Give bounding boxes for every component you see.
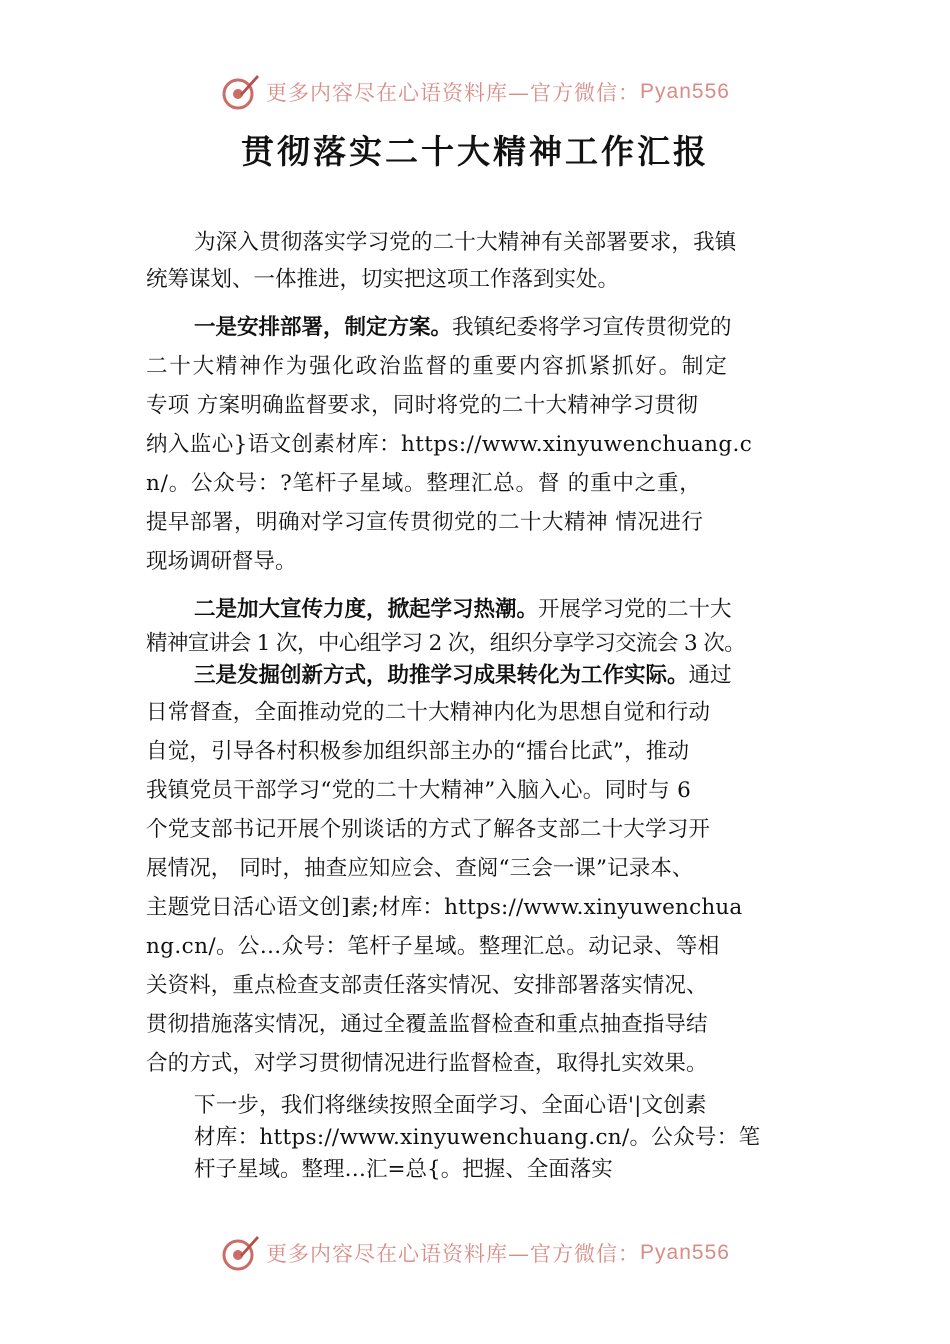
p1-line-2: 二十大精神作为强化政治监督的重要内容抓紧抓好。制定 bbox=[146, 354, 729, 379]
p4-line-1: 下一步，我们将继续按照全面学习、全面心语'|文创素 bbox=[194, 1093, 707, 1118]
p3-heading: 三是发掘创新方式，助推学习成果转化为工作实际。 bbox=[194, 663, 689, 688]
p2-heading: 二是加大宣传力度，掀起学习热潮。 bbox=[194, 597, 539, 622]
watermark-wechat-id: Pyan556 bbox=[640, 80, 730, 103]
p2-line-2: 精神宣讲会 1 次，中心组学习 2 次，组织分享学习交流会 3 次。 bbox=[146, 631, 746, 656]
p1-line-3: 专项 方案明确监督要求，同时将党的二十大精神学习贯彻 bbox=[146, 393, 699, 418]
watermark-banner-top bbox=[0, 72, 950, 112]
p1-first-line bbox=[194, 314, 732, 342]
watermark-banner-bottom bbox=[0, 1233, 950, 1273]
p3-line-5: 个党支部书记开展个别谈话的方式了解各支部二十大学习开 bbox=[146, 817, 711, 842]
p3-line-2: 日常督查，全面推动党的二十大精神内化为思想自觉和行动 bbox=[146, 700, 711, 725]
p1-line-6: 提早部署，明确对学习宣传贯彻党的二十大精神 情况进行 bbox=[146, 510, 704, 535]
p1-line-1: 我镇纪委将学习宣传贯彻党的 bbox=[452, 315, 732, 340]
watermark-text: 更多内容尽在心语资料库—官方微信： bbox=[266, 1242, 641, 1266]
pen-logo-icon bbox=[220, 72, 260, 112]
p3-first-line bbox=[194, 662, 732, 690]
p4-line-3: 杆子星域。整理…汇=总{。把握、全面落实 bbox=[194, 1157, 613, 1182]
watermark-text: 更多内容尽在心语资料库—官方微信： bbox=[266, 81, 641, 105]
p1-line-4: 纳入监心}语文创素材库：https://www.xinyuwenchuang.c bbox=[146, 432, 753, 457]
p3-line-8: ng.cn/。公…众号：笔杆子星域。整理汇总。动记录、等相 bbox=[146, 934, 720, 959]
p3-line-7: 主题党日活心语文创]素;材库：https://www.xinyuwenchua bbox=[146, 895, 743, 920]
p4-line-2: 材库：https://www.xinyuwenchuang.cn/。公众号：笔 bbox=[194, 1125, 761, 1150]
p1-heading: 一是安排部署，制定方案。 bbox=[194, 315, 453, 340]
p1-line-7: 现场调研督导。 bbox=[146, 549, 297, 574]
intro-line-1: 为深入贯彻落实学习党的二十大精神有关部署要求，我镇 bbox=[194, 230, 737, 255]
p3-line-4: 我镇党员干部学习“党的二十大精神”入脑入心。同时与 6 bbox=[146, 778, 692, 803]
p3-line-1: 通过 bbox=[688, 663, 732, 688]
p3-line-6: 展情况， 同时，抽查应知应会、查阅“三会一课”记录本、 bbox=[146, 856, 694, 881]
p3-line-9: 关资料，重点检查支部责任落实情况、安排部署落实情况、 bbox=[146, 973, 708, 998]
p2-line-1: 开展学习党的二十大 bbox=[538, 597, 732, 622]
page-title: 贯彻落实二十大精神工作汇报 bbox=[241, 132, 709, 171]
watermark-wechat-id: Pyan556 bbox=[640, 1241, 730, 1264]
p1-line-5: n/。公众号：?笔杆子星域。整理汇总。督 的重中之重， bbox=[146, 471, 702, 496]
intro-line-2: 统筹谋划、一体推进，切实把这项工作落到实处。 bbox=[146, 267, 620, 292]
pen-logo-icon bbox=[220, 1233, 260, 1273]
p3-line-10: 贯彻措施落实情况，通过全覆盖监督检查和重点抽查指导结 bbox=[146, 1012, 708, 1037]
p3-line-3: 自觉，引导各村积极参加组织部主办的“擂台比武”，推动 bbox=[146, 739, 690, 764]
p2-first-line bbox=[194, 596, 732, 624]
p3-line-11: 合的方式，对学习贯彻情况进行监督检查，取得扎实效果。 bbox=[146, 1051, 708, 1076]
